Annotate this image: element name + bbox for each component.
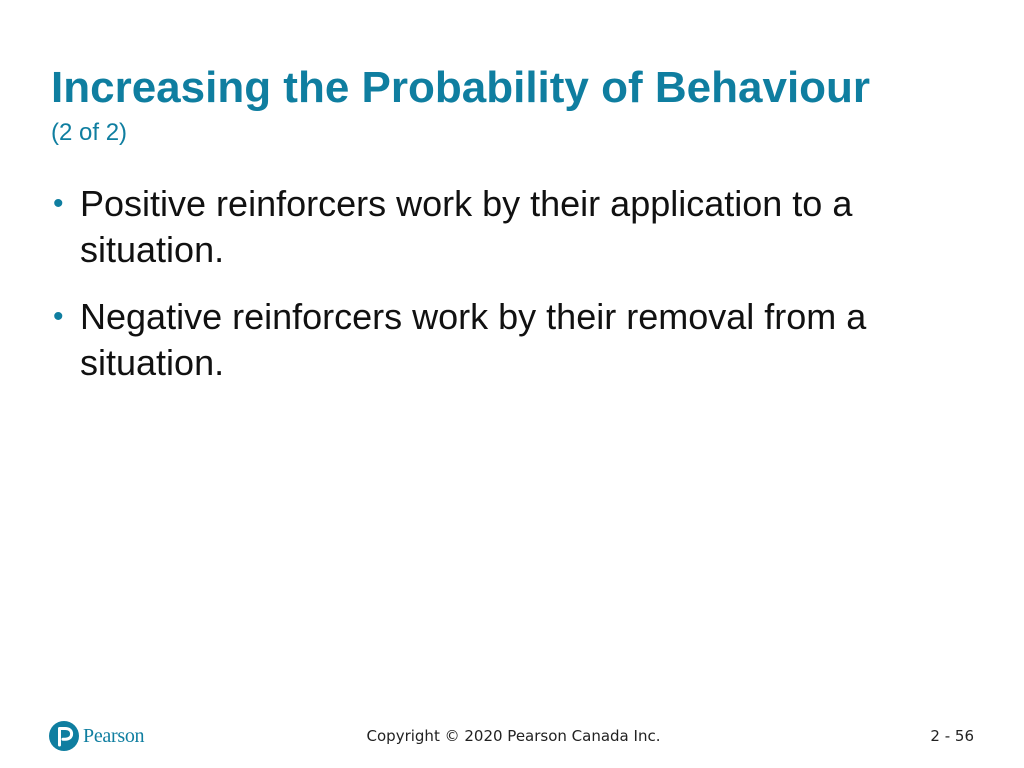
bullet-list — [50, 181, 980, 407]
slide-subtitle: (2 of 2) — [51, 119, 128, 146]
bullet-item — [50, 181, 980, 273]
pearson-wordmark: Pearson — [83, 724, 145, 747]
bullet-text: Positive reinforcers work by their application to a situation. — [80, 183, 853, 270]
bullet-icon: • — [53, 187, 64, 220]
copyright-notice: Copyright © 2020 Pearson Canada Inc. — [366, 727, 661, 745]
slide-title: Increasing the Probability of Behaviour — [51, 63, 871, 112]
bullet-icon: • — [53, 300, 64, 333]
page-number: 2 - 56 — [930, 727, 974, 745]
bullet-item — [50, 294, 980, 386]
bullet-text: Negative reinforcers work by their removal from a situation. — [80, 296, 867, 383]
